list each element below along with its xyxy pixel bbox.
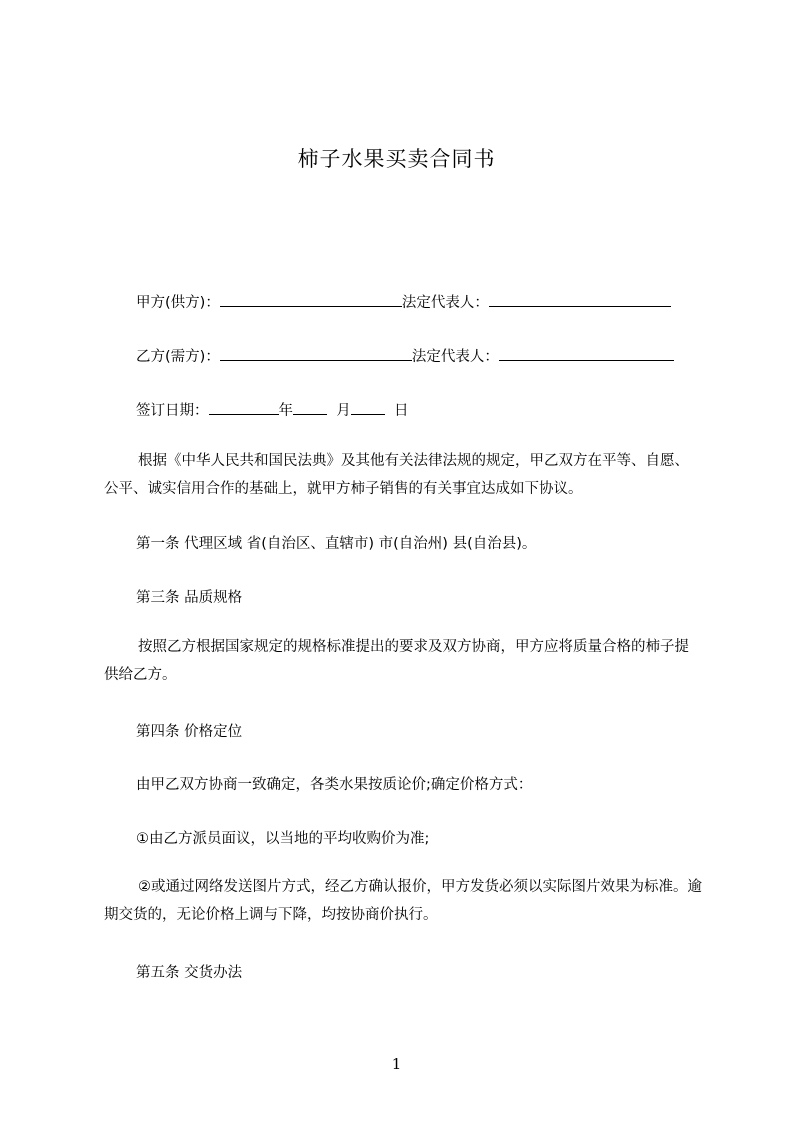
sign-day-label: 日 (393, 403, 409, 419)
party-a-rep-label: 法定代表人： (401, 295, 489, 311)
sign-day-blank[interactable] (351, 400, 385, 415)
article-4-body: 由甲乙双方协商一致确定，各类水果按质论价;确定价格方式： (136, 777, 533, 793)
sign-date-line (136, 399, 408, 420)
article-1: 第一条 代理区域 省(自治区、直辖市) 市(自治州) 县(自治县)。 (136, 536, 537, 552)
article-4-item-2: ②或通过网络发送图片方式，经乙方确认报价，甲方发货必须以实际图片效果为标准。逾期交货的，无论价格上调与下降，均按协商价执行。 (104, 879, 702, 923)
sign-date-label: 签订日期： (136, 403, 209, 419)
article-3-body: 按照乙方根据国家规定的规格标准提出的要求及双方协商，甲方应将质量合格的柿子提供给乙方。 (104, 639, 689, 683)
page-number: 1 (391, 1055, 402, 1073)
party-b-rep-label: 法定代表人： (411, 349, 499, 365)
party-a-name-blank[interactable] (220, 292, 402, 307)
party-b-rep-blank[interactable] (499, 346, 674, 361)
sign-year-label: 年 (278, 403, 293, 419)
article-5-heading: 第五条 交货办法 (136, 965, 243, 981)
article-4-heading: 第四条 价格定位 (136, 724, 243, 740)
party-a-rep-blank[interactable] (489, 292, 671, 307)
party-a-label: 甲方(供方)： (136, 295, 220, 311)
party-b-name-blank[interactable] (220, 346, 412, 361)
document-title: 柿子水果买卖合同书 (297, 147, 496, 171)
article-4-item-1: ①由乙方派员面议，以当地的平均收购价为准; (136, 831, 430, 847)
intro-paragraph: 根据《中华人民共和国民法典》及其他有关法律法规的规定，甲乙双方在平等、自愿、公平、诚实信用合作的基础上，就甲方柿子销售的有关事宜达成如下协议。 (104, 453, 689, 497)
sign-month-label: 月 (336, 403, 351, 419)
sign-year-blank[interactable] (209, 400, 279, 415)
party-b-line (136, 345, 674, 366)
article-3-heading: 第三条 品质规格 (136, 590, 243, 606)
party-a-line (136, 291, 671, 312)
party-b-label: 乙方(需方)： (136, 349, 220, 365)
sign-month-blank[interactable] (293, 400, 327, 415)
